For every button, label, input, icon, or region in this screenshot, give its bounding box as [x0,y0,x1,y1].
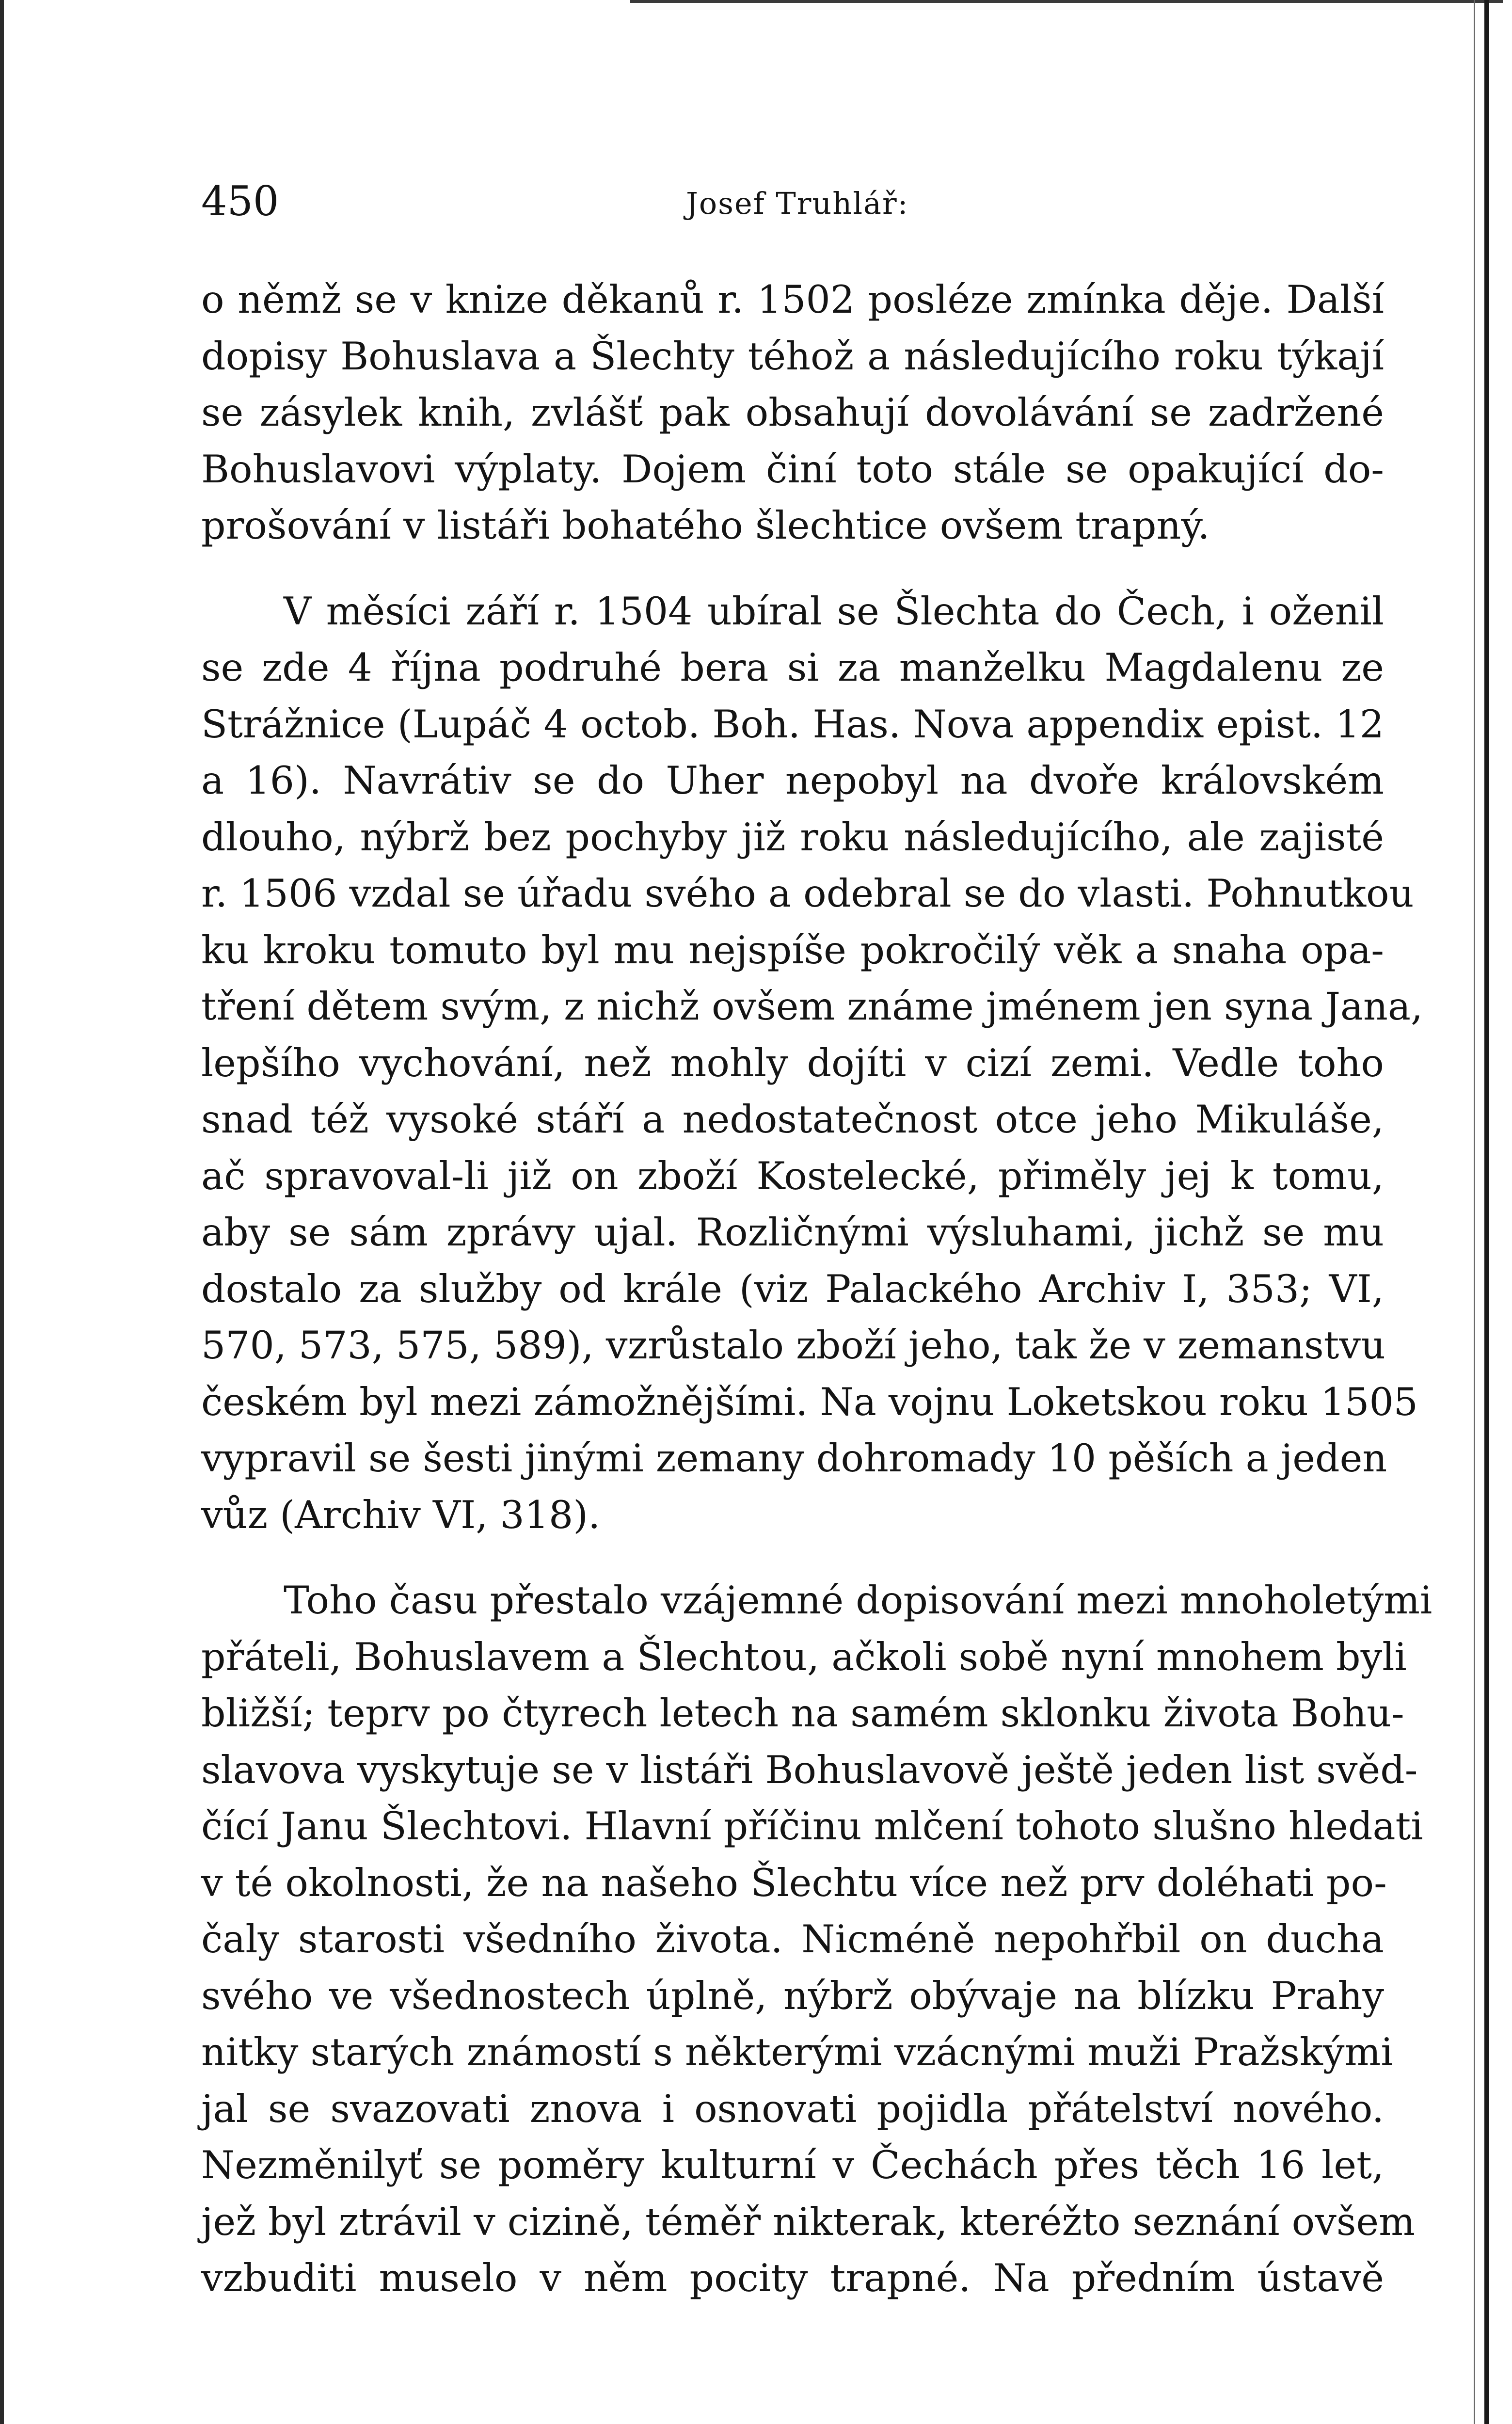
text-line: aby se sám zprávy ujal. Rozličnými výsluhami, jichž se mu [201,1210,1384,1255]
paragraph-1 [201,271,1384,554]
text-line: vzbuditi muselo v něm pocity trapné. Na předním ústavě [201,2256,1384,2300]
text-line: dlouho, nýbrž bez pochyby již roku následujícího, ale zajisté [201,814,1384,860]
body-text [201,271,1432,2307]
text-line: vypravil se šesti jinými zemany dohromady 10 pěších a jeden [201,1436,1387,1481]
text-line: 570, 573, 575, 589), vzrůstalo zboží jeho, tak že v zemanstvu [201,1323,1385,1368]
text-line: Strážnice (Lupáč 4 octob. Boh. Has. Nova appendix epist. 12 [201,702,1384,747]
text-line: Toho času přestalo vzájemné dopisování mezi mnoholetými [284,1578,1432,1623]
running-head: Josef Truhlář: [686,186,909,221]
text-line: bližší; teprv po čtyrech letech na samém sklonku života Bohu- [201,1691,1404,1736]
text-line: slavova vyskytuje se v listáři Bohuslavově ještě jeden list svěd- [201,1747,1418,1792]
text-line: čící Janu Šlechtovi. Hlavní příčinu mlčení tohoto slušno hledati [201,1804,1423,1849]
text-line: tření dětem svým, z nichž ovšem známe jménem jen syna Jana, [201,984,1423,1029]
text-line: se zde 4 října podruhé bera si za manželku Magdalenu ze [201,645,1384,690]
text-line: ač spravoval-li již on zboží Kostelecké, přiměly jej k tomu, [201,1153,1384,1198]
text-line: se zásylek knih, zvlášť pak obsahují dovolávání se zadržené [201,390,1384,435]
text-line: přáteli, Bohuslavem a Šlechtou, ačkoli sobě nyní mnohem byli [201,1634,1407,1679]
text-line: jež byl ztrávil v cizině, téměř nikterak, kteréžto seznání ovšem [201,2199,1416,2244]
text-line: r. 1506 vzdal se úřadu svého a odebral se do vlasti. Pohnutkou [201,871,1414,916]
text-line: v té okolnosti, že na našeho Šlechtu více než prv doléhati po- [201,1860,1387,1905]
page-header [201,175,1384,228]
text-line: o němž se v knize děkanů r. 1502 posléze zmínka děje. Další [201,277,1384,322]
scan-edge-left [0,0,4,2424]
text-line: lepšího vychování, než mohly dojíti v cizí zemi. Vedle toho [201,1040,1384,1085]
text-line: vůz (Archiv VI, 318). [201,1492,601,1537]
text-line: a 16). Navrátiv se do Uher nepobyl na dvoře královském [201,758,1384,803]
scan-edge-right [1484,0,1489,2424]
scan-edge-top [630,0,1503,3]
text-line: čaly starosti všedního života. Nicméně nepohřbil on ducha [201,1917,1384,1962]
text-line: prošování v listáři bohatého šlechtice ovšem trapný. [201,503,1210,548]
text-line: svého ve všednostech úplně, nýbrž obývaje na blízku Prahy [201,1973,1384,2018]
text-line: V měsíci září r. 1504 ubíral se Šlechta do Čech, i oženil [284,589,1384,634]
page-number: 450 [201,177,279,225]
text-line: dostalo za služby od krále (viz Palackého Archiv I, 353; VI, [201,1266,1384,1311]
text-line: jal se svazovati znova i osnovati pojidla přátelství nového. [201,2086,1384,2131]
text-line: ku kroku tomuto byl mu nejspíše pokročilý věk a snaha opa- [201,927,1384,973]
text-line: Bohuslavovi výplaty. Dojem činí toto stále se opakující do- [201,447,1384,492]
scan-edge-right-inner [1474,0,1475,2424]
text-line: nitky starých známostí s některými vzácnými muži Pražskými [201,2030,1393,2074]
text-line: dopisy Bohuslava a Šlechty téhož a následujícího roku týkají [201,334,1384,379]
text-line: českém byl mezi zámožnějšími. Na vojnu Loketskou roku 1505 [201,1379,1418,1424]
paragraph-2 [201,583,1423,1544]
text-line: Nezměnilyť se poměry kulturní v Čechách přes těch 16 let, [201,2143,1384,2187]
paragraph-3 [201,1572,1432,2307]
text-line: snad též vysoké stáří a nedostatečnost otce jeho Mikuláše, [201,1097,1384,1142]
